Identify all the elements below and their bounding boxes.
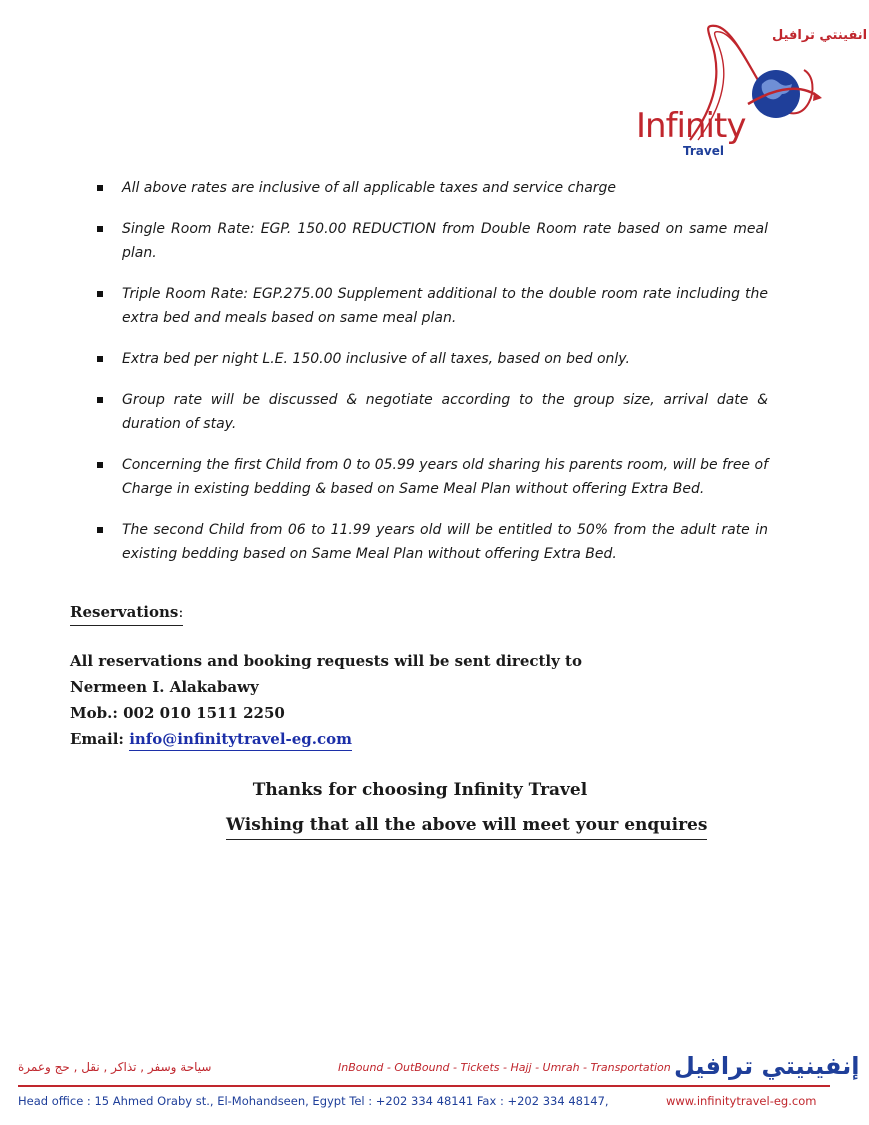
- logo-sub-text: Travel: [683, 144, 724, 158]
- footer-arabic-brand: إنفينيتي ترافيل: [674, 1052, 860, 1080]
- bullet-square-icon: [97, 397, 103, 403]
- list-item: [94, 388, 768, 436]
- list-item-text: Group rate will be discussed & negotiate according to the group size, arrival date & duration of stay.: [122, 392, 768, 432]
- logo-arabic-name: انفينتي ترافيل: [772, 28, 868, 43]
- list-item: [94, 217, 768, 265]
- reservations-heading-colon: :: [178, 603, 184, 621]
- reservations-contact: [70, 648, 582, 752]
- footer-banner: [18, 1050, 860, 1084]
- bullet-square-icon: [97, 226, 103, 232]
- footer-contact: [18, 1094, 830, 1108]
- logo-brand-text: Infinity: [636, 106, 746, 146]
- bullet-square-icon: [97, 185, 103, 191]
- thanks-line: Thanks for choosing Infinity Travel: [252, 780, 588, 800]
- footer-divider: [18, 1085, 830, 1087]
- list-item-text: All above rates are inclusive of all applicable taxes and service charge: [122, 180, 617, 196]
- list-item: [94, 282, 768, 330]
- email-label: Email:: [70, 730, 124, 748]
- contact-email-line: [70, 726, 582, 752]
- list-item-text: Extra bed per night L.E. 150.00 inclusive of all taxes, based on bed only.: [122, 351, 630, 367]
- bullet-square-icon: [97, 356, 103, 362]
- footer-address: Head office : 15 Ahmed Oraby st., El-Mohandseen, Egypt Tel : +202 334 48141 Fax : +202 334 48147,: [18, 1094, 609, 1108]
- contact-mobile: Mob.: 002 010 1511 2250: [70, 704, 285, 722]
- bullet-square-icon: [97, 527, 103, 533]
- list-item: [94, 176, 768, 200]
- footer-arabic-services: سياحة وسفر , تذاكر , نقل , حج وعمرة: [18, 1060, 212, 1074]
- email-link[interactable]: info@infinitytravel-eg.com: [129, 730, 352, 751]
- list-item: [94, 347, 768, 371]
- list-item: [94, 518, 768, 566]
- reservations-intro: All reservations and booking requests will be sent directly to: [70, 652, 582, 670]
- list-item-text: The second Child from 06 to 11.99 years old will be entitled to 50% from the adult rate in existing bedding based on Same Meal Plan without offering Extra Bed.: [122, 522, 768, 562]
- footer-services: InBound - OutBound - Tickets - Hajj - Umrah - Transportation: [338, 1061, 671, 1074]
- list-item-text: Single Room Rate: EGP. 150.00 REDUCTION from Double Room rate based on same meal plan.: [122, 221, 768, 261]
- bullet-square-icon: [97, 462, 103, 468]
- list-item-text: Concerning the first Child from 0 to 05.99 years old sharing his parents room, will be free of Charge in existing bedding & based on Same Meal Plan without offering Extra Bed.: [122, 457, 768, 497]
- reservations-heading: [70, 603, 183, 626]
- reservations-heading-text: Reservations: [70, 603, 179, 621]
- list-item-text: Triple Room Rate: EGP.275.00 Supplement additional to the double room rate including the extra bed and meals based on same meal plan.: [122, 286, 768, 326]
- contact-name: Nermeen I. Alakabawy: [70, 678, 259, 696]
- list-item: [94, 453, 768, 501]
- footer-website-link[interactable]: www.infinitytravel-eg.com: [666, 1094, 817, 1108]
- wishing-line: Wishing that all the above will meet your enquires: [226, 815, 707, 840]
- rates-notes-list: [94, 176, 768, 583]
- bullet-square-icon: [97, 291, 103, 297]
